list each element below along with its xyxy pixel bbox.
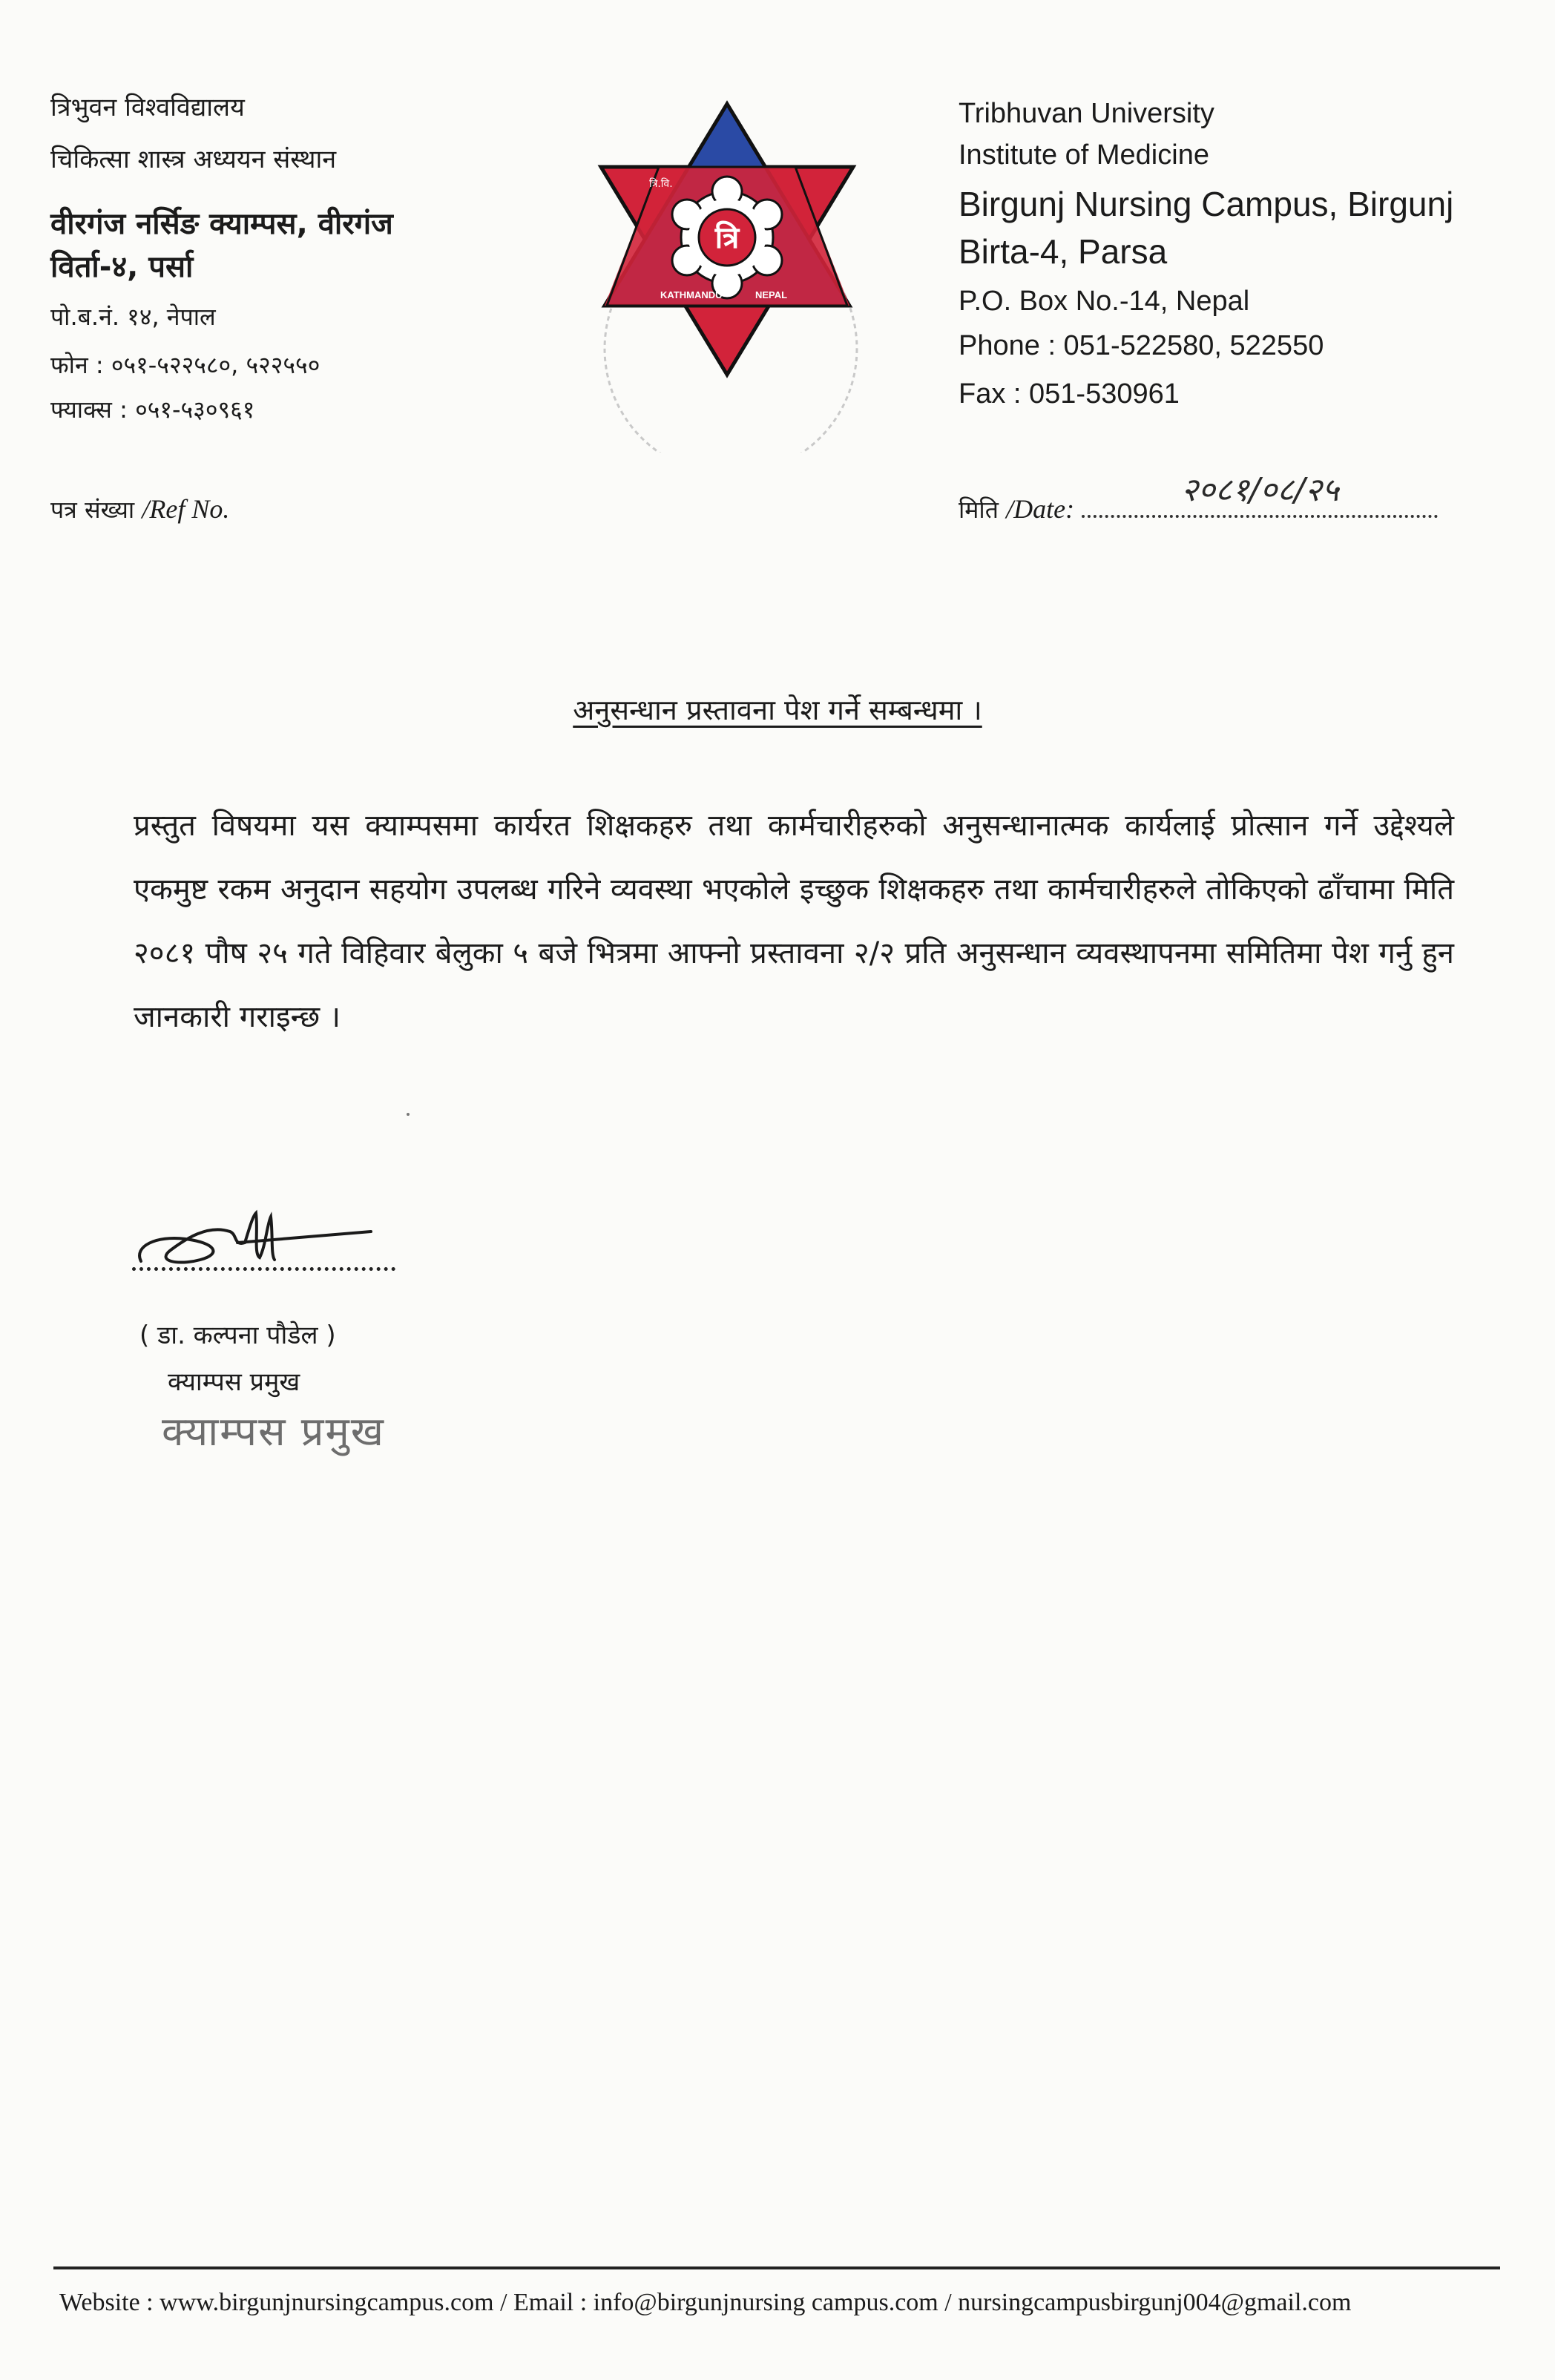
footer-contact: Website : www.birgunjnursingcampus.com / Email : info@birgunjnursing campus.com / nursingcampusbirgunj004@gmail.com — [59, 2289, 1352, 2316]
fax-np: फ्याक्स : ०५१-५३०९६१ — [50, 395, 255, 424]
date-label-en: /Date: — [1006, 494, 1075, 524]
phone-np: फोन : ०५१-५२२५८०, ५२२५५० — [50, 351, 320, 379]
paper-speck — [407, 1113, 410, 1116]
university-name-np: त्रिभुवन विश्वविद्यालय — [50, 93, 245, 122]
signatory-title: क्याम्पस प्रमुख — [168, 1367, 300, 1397]
date-label-np: मिति — [959, 496, 999, 524]
university-logo — [571, 96, 883, 453]
po-box-np: पो.ब.नं. १४, नेपाल — [50, 303, 216, 331]
letter-subject — [0, 690, 1555, 729]
ref-number — [50, 493, 229, 525]
address-np: विर्ता-४, पर्सा — [50, 250, 194, 284]
campus-name-en: Birgunj Nursing Campus, Birgunj — [959, 185, 1454, 223]
handwritten-signature — [126, 1202, 378, 1283]
po-box-en: P.O. Box No.-14, Nepal — [959, 286, 1250, 317]
address-en: Birta-4, Parsa — [959, 232, 1168, 271]
date-line — [959, 493, 1438, 525]
footer-rule — [53, 2266, 1500, 2269]
signatory-stamp: क्याम्पस प्रमुख — [162, 1408, 385, 1455]
logo-top-text: त्रि.वि. — [649, 178, 673, 190]
ref-label-np: पत्र संख्या — [50, 496, 135, 524]
date-dotted-line — [1082, 507, 1438, 518]
institute-name-en: Institute of Medicine — [959, 139, 1209, 171]
signatory-name: ( डा. कल्पना पौडेल ) — [139, 1321, 336, 1350]
signature-dotted-line — [132, 1261, 395, 1271]
letter-body: प्रस्तुत विषयमा यस क्याम्पसमा कार्यरत शिक्षकहरु तथा कार्मचारीहरुको अनुसन्धानात्मक कार्यलाई प्रोत्सान गर्ने उद्देश्यले एकमुष्ट रकम अनुदान सहयोग उपलब्ध गरिने व्यवस्था भएकोले इच्छुक शिक्षकहरु तथा कार्मचारीहरुले तोकिएको ढाँचामा मिति २०८१ पौष २५ गते विहिवार बेलुका ५ बजे भित्रमा आफ्नो प्रस्तावना २/२ प्रति अनुसन्धान व्यवस्थापनमा समितिमा पेश गर्नु हुन जानकारी गराइन्छ । — [134, 809, 1454, 1034]
subject-text: अनुसन्धान प्रस्तावना पेश गर्ने सम्बन्धमा । — [573, 694, 982, 726]
institute-name-np: चिकित्सा शास्त्र अध्ययन संस्थान — [50, 145, 337, 174]
university-name-en: Tribhuvan University — [959, 98, 1214, 129]
campus-name-np: वीरगंज नर्सिङ क्याम्पस, वीरगंज — [50, 207, 393, 241]
logo-kathmandu-text: KATHMANDU — [660, 289, 723, 300]
fax-en: Fax : 051-530961 — [959, 378, 1180, 410]
ref-label-en: /Ref No. — [142, 494, 230, 524]
logo-center-letter: त्रि — [714, 221, 740, 255]
date-value: २०८१/०८/२५ — [1181, 471, 1339, 509]
phone-en: Phone : 051-522580, 522550 — [959, 330, 1324, 361]
logo-nepal-text: NEPAL — [755, 289, 788, 300]
